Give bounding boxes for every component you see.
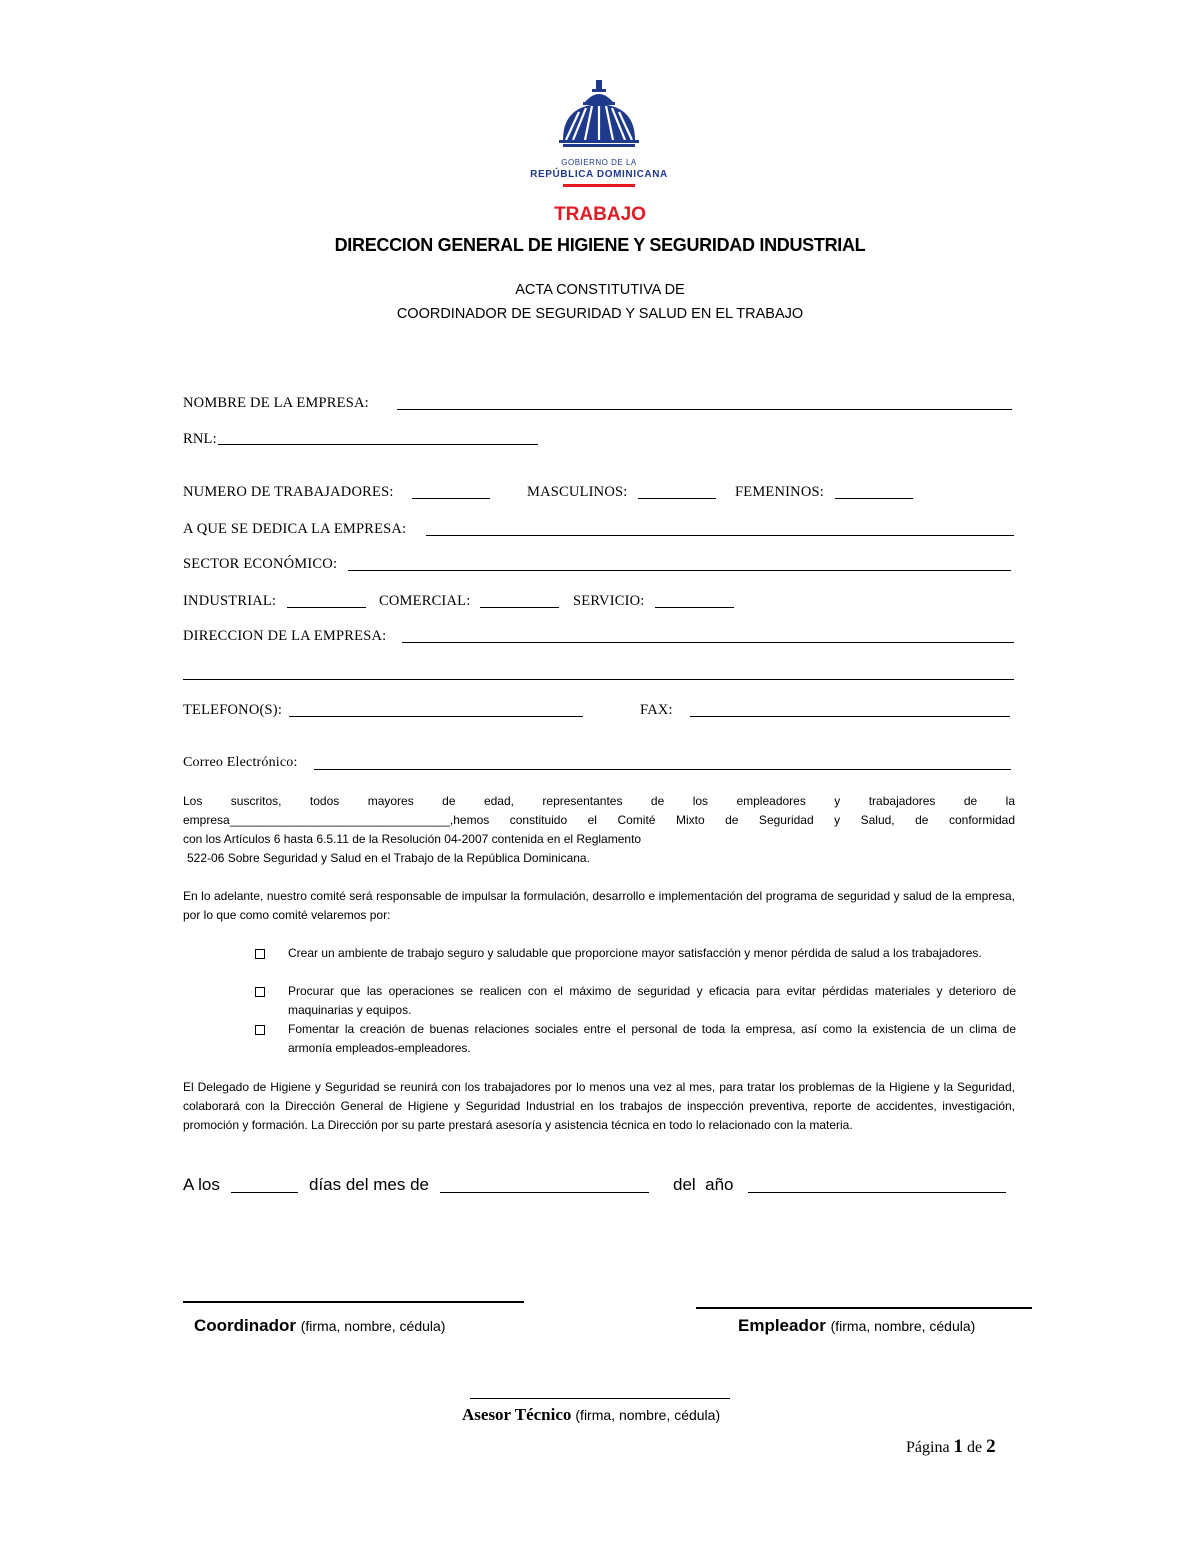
paragraph-1-line3: con los Artículos 6 hasta 6.5.11 de la Resolución 04-2007 contenida en el Reglamento <box>183 832 642 846</box>
telefono-line[interactable] <box>289 716 583 717</box>
subtitle-line1: ACTA CONSTITUTIVA DE <box>515 282 685 298</box>
paragraph-2: En lo adelante, nuestro comité será responsable de impulsar la formulación, desarrollo e implementación del programa de seguridad y salud de la empresa, por lo que como comité velaremos por: <box>183 889 1015 922</box>
empleador-title: Empleador <box>738 1316 826 1335</box>
date-del-ano: del año <box>673 1175 734 1194</box>
bullet-box-2 <box>255 987 265 997</box>
date-dias: días del mes de <box>309 1175 430 1194</box>
date-mes-line[interactable] <box>440 1192 649 1193</box>
fax-label: FAX: <box>640 702 673 718</box>
industrial-line[interactable] <box>287 607 366 608</box>
date-dias-line[interactable] <box>231 1192 298 1193</box>
logo-red-bar <box>563 184 635 187</box>
bullet-text-1: Crear un ambiente de trabajo seguro y saludable que proporcione mayor satisfacción y menor pérdida de salud a los trabajadores. <box>288 946 982 960</box>
trabajadores-line[interactable] <box>412 498 490 499</box>
government-logo <box>530 78 685 193</box>
asesor-signature-line[interactable] <box>470 1398 730 1399</box>
logo-line2: REPÚBLICA DOMINICANA <box>530 169 668 180</box>
bullet-box-3 <box>255 1025 265 1035</box>
correo-label: Correo Electrónico: <box>183 755 298 770</box>
correo-line[interactable] <box>314 769 1011 770</box>
servicio-line[interactable] <box>655 607 734 608</box>
femeninos-label: FEMENINOS: <box>735 484 825 500</box>
asesor-title: Asesor Técnico <box>462 1405 572 1424</box>
paragraph-1-line2: empresa_________________________________,hemos constituido el Comité Mixto de Seguridad y Salud, de conformidad <box>183 813 1015 827</box>
asesor-note: (firma, nombre, cédula) <box>575 1407 721 1423</box>
direccion-label: DIRECCION DE LA EMPRESA: <box>183 628 387 644</box>
masculinos-line[interactable] <box>638 498 716 499</box>
bullet-text-3: Fomentar la creación de buenas relaciones sociales entre el personal de toda la empresa, así como la existencia de un clima de armonía empleados-empleadores. <box>288 1022 1016 1055</box>
page-word: Página <box>906 1439 950 1456</box>
telefono-label: TELEFONO(S): <box>183 702 283 718</box>
date-ano-line[interactable] <box>748 1192 1006 1193</box>
page-de: de <box>967 1439 983 1456</box>
empleador-note: (firma, nombre, cédula) <box>830 1318 976 1334</box>
date-a-los: A los <box>183 1175 220 1194</box>
bullet-text-2: Procurar que las operaciones se realicen con el máximo de seguridad y eficacia para evitar pérdidas materiales y deterioro de maquinarias y equipos. <box>288 984 1016 1017</box>
ministry-title: TRABAJO <box>554 204 646 225</box>
bullet-box-1 <box>255 949 265 959</box>
trabajadores-label: NUMERO DE TRABAJADORES: <box>183 484 394 500</box>
asesor-label <box>462 1405 720 1425</box>
page-current: 1 <box>953 1436 964 1457</box>
comercial-line[interactable] <box>480 607 559 608</box>
sector-line[interactable] <box>348 570 1011 571</box>
dedica-line[interactable] <box>426 535 1014 536</box>
masculinos-label: MASCULINOS: <box>527 484 628 500</box>
paragraph-1-line1: Los suscritos, todos mayores de edad, representantes de los empleadores y trabajadores de la <box>183 794 1015 808</box>
coordinador-label <box>194 1316 445 1336</box>
direction-title: DIRECCION GENERAL DE HIGIENE Y SEGURIDAD INDUSTRIAL <box>334 235 866 255</box>
empleador-label <box>738 1316 975 1336</box>
coordinador-title: Coordinador <box>194 1316 296 1335</box>
dome-icon <box>545 78 685 158</box>
dedica-label: A QUE SE DEDICA LA EMPRESA: <box>183 521 407 537</box>
empresa-label: NOMBRE DE LA EMPRESA: <box>183 395 369 411</box>
rnl-line[interactable] <box>218 444 538 445</box>
page-total: 2 <box>986 1436 996 1457</box>
paragraph-3: El Delegado de Higiene y Seguridad se reunirá con los trabajadores por lo menos una vez al mes, para tratar los problemas de la Higiene y la Seguridad, colaborará con la Dirección General de Higiene y Seguridad Industrial en los trabajos de inspección preventiva, reporte de accidentes, investigación, promoción y formación. La Dirección por su parte prestará asesoría y asistencia técnica en todo lo relacionado con la materia. <box>183 1080 1015 1132</box>
empresa-line[interactable] <box>397 409 1012 410</box>
comercial-label: COMERCIAL: <box>379 593 471 609</box>
coordinador-signature-line[interactable] <box>183 1301 524 1303</box>
subtitle-line2: COORDINADOR DE SEGURIDAD Y SALUD EN EL TRABAJO <box>396 306 804 322</box>
rnl-label: RNL: <box>183 431 217 447</box>
page-number <box>906 1436 996 1458</box>
sector-label: SECTOR ECONÓMICO: <box>183 556 338 572</box>
direccion-line[interactable] <box>402 642 1014 643</box>
paragraph-1 <box>183 792 1015 868</box>
servicio-label: SERVICIO: <box>573 593 645 609</box>
paragraph-1-line4: 522-06 Sobre Seguridad y Salud en el Trabajo de la República Dominicana. <box>187 851 590 865</box>
industrial-label: INDUSTRIAL: <box>183 593 277 609</box>
empleador-signature-line[interactable] <box>696 1307 1032 1309</box>
fax-line[interactable] <box>690 716 1010 717</box>
coordinador-note: (firma, nombre, cédula) <box>300 1318 446 1334</box>
direccion-line-2[interactable] <box>183 679 1014 680</box>
femeninos-line[interactable] <box>835 498 913 499</box>
logo-line1: GOBIERNO DE LA <box>561 158 637 167</box>
